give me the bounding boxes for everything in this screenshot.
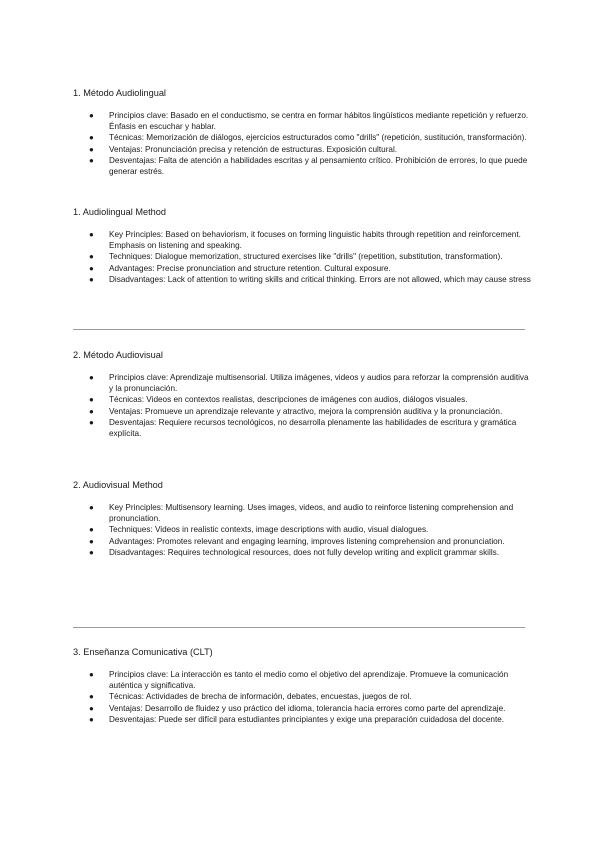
list-item: ● Ventajas: Desarrollo de fluidez y uso práctico del idioma, tolerancia hacia errores como parte del aprendizaje.: [89, 703, 506, 713]
list-item: ● Advantages: Precise pronunciation and structure retention. Cultural exposure.: [89, 263, 391, 273]
bullet-icon: ●: [89, 525, 94, 535]
horizontal-divider: [73, 627, 525, 628]
horizontal-divider: [73, 329, 525, 330]
list-item: ● Técnicas: Videos en contextos realistas, descripciones de imágenes con audios, diálogos visuales.: [89, 395, 468, 405]
list-item: ● Desventajas: Falta de atención a habilidades escritas y al pensamiento crítico. Prohibición de errores, lo que puede generar estrés.: [89, 156, 528, 176]
list-item: ● Principios clave: La interacción es tanto el medio como el objetivo del aprendizaje. Promueve la comunicación auténtica y significativa.: [89, 670, 509, 690]
bullet-icon: ●: [89, 263, 94, 273]
bullet-list: [73, 670, 533, 726]
list-item: ● Key Principles: Multisensory learning. Uses images, videos, and audio to reinforce listening comprehension and pronunciation.: [89, 503, 514, 523]
bullet-icon: ●: [89, 111, 94, 120]
bullet-icon: ●: [89, 133, 94, 143]
bullet-icon: ●: [89, 418, 94, 428]
bullet-icon: ●: [89, 395, 94, 405]
bullet-icon: ●: [89, 406, 94, 416]
bullet-icon: ●: [89, 670, 94, 679]
bullet-icon: ●: [89, 548, 94, 558]
section-heading: 2. Método Audiovisual: [73, 350, 163, 360]
list-item: ● Desventajas: Requiere recursos tecnológicos, no desarrolla plenamente las habilidades de escritura y gramática explícita.: [89, 418, 517, 438]
bullet-icon: ●: [89, 275, 94, 285]
section-audiolingual-method: [73, 206, 533, 287]
section-audiovisual-method: [73, 479, 533, 560]
list-item: ● Técnicas: Actividades de brecha de información, debates, encuestas, juegos de rol.: [89, 692, 412, 702]
list-item: ● Principios clave: Basado en el conductismo, se centra en formar hábitos lingüísticos mediante repetición y refuerzo. Énfasis en escuchar y hablar.: [89, 111, 529, 131]
bullet-icon: ●: [89, 373, 94, 382]
list-item: ● Ventajas: Pronunciación precisa y retención de estructuras. Exposición cultural.: [89, 144, 398, 154]
bullet-icon: ●: [89, 230, 94, 239]
section-metodo-audiovisual: [73, 349, 533, 441]
bullet-icon: ●: [89, 692, 94, 702]
list-item: ● Key Principles: Based on behaviorism, it focuses on forming linguistic habits through repetition and reinforcement. Emphasis on listening and speaking.: [89, 230, 521, 250]
section-metodo-audiolingual: [73, 87, 533, 179]
bullet-icon: ●: [89, 156, 94, 166]
list-item: ● Técnicas: Memorización de diálogos, ejercicios estructurados como "drills" (repetición, sustitución, transformación).: [89, 133, 527, 143]
bullet-list: [73, 373, 533, 440]
list-item: ● Desventajas: Puede ser difícil para estudiantes principiantes y exige una preparación cuidadosa del docente.: [89, 715, 505, 725]
list-item: ● Disadvantages: Lack of attention to writing skills and critical thinking. Errors are not allowed, which may cause stress: [89, 275, 531, 285]
bullet-list: [73, 230, 533, 286]
section-heading: 3. Enseñanza Comunicativa (CLT): [73, 647, 213, 657]
section-heading: 2. Audiovisual Method: [73, 480, 163, 490]
list-item: ● Principios clave: Aprendizaje multisensorial. Utiliza imágenes, videos y audios para reforzar la comprensión auditiva y la pronunciación.: [89, 373, 529, 393]
bullet-list: [73, 111, 533, 178]
bullet-icon: ●: [89, 252, 94, 262]
bullet-icon: ●: [89, 715, 94, 725]
bullet-icon: ●: [89, 144, 94, 154]
list-item: ● Advantages: Promotes relevant and engaging learning, improves listening comprehension and pronunciation.: [89, 536, 505, 546]
bullet-icon: ●: [89, 536, 94, 546]
section-heading: 1. Audiolingual Method: [73, 207, 166, 217]
section-heading: 1. Método Audiolingual: [73, 88, 166, 98]
bullet-icon: ●: [89, 703, 94, 713]
list-item: ● Techniques: Dialogue memorization, structured exercises like "drills" (repetition, substitution, transformation).: [89, 252, 503, 262]
section-ensenanza-comunicativa: [73, 646, 533, 727]
list-item: ● Ventajas: Promueve un aprendizaje relevante y atractivo, mejora la comprensión auditiva y la pronunciación.: [89, 406, 503, 416]
list-item: ● Disadvantages: Requires technological resources, does not fully develop writing and explicit grammar skills.: [89, 548, 500, 558]
bullet-list: [73, 503, 533, 559]
list-item: ● Techniques: Videos in realistic contexts, image descriptions with audio, visual dialogues.: [89, 525, 429, 535]
bullet-icon: ●: [89, 503, 94, 512]
